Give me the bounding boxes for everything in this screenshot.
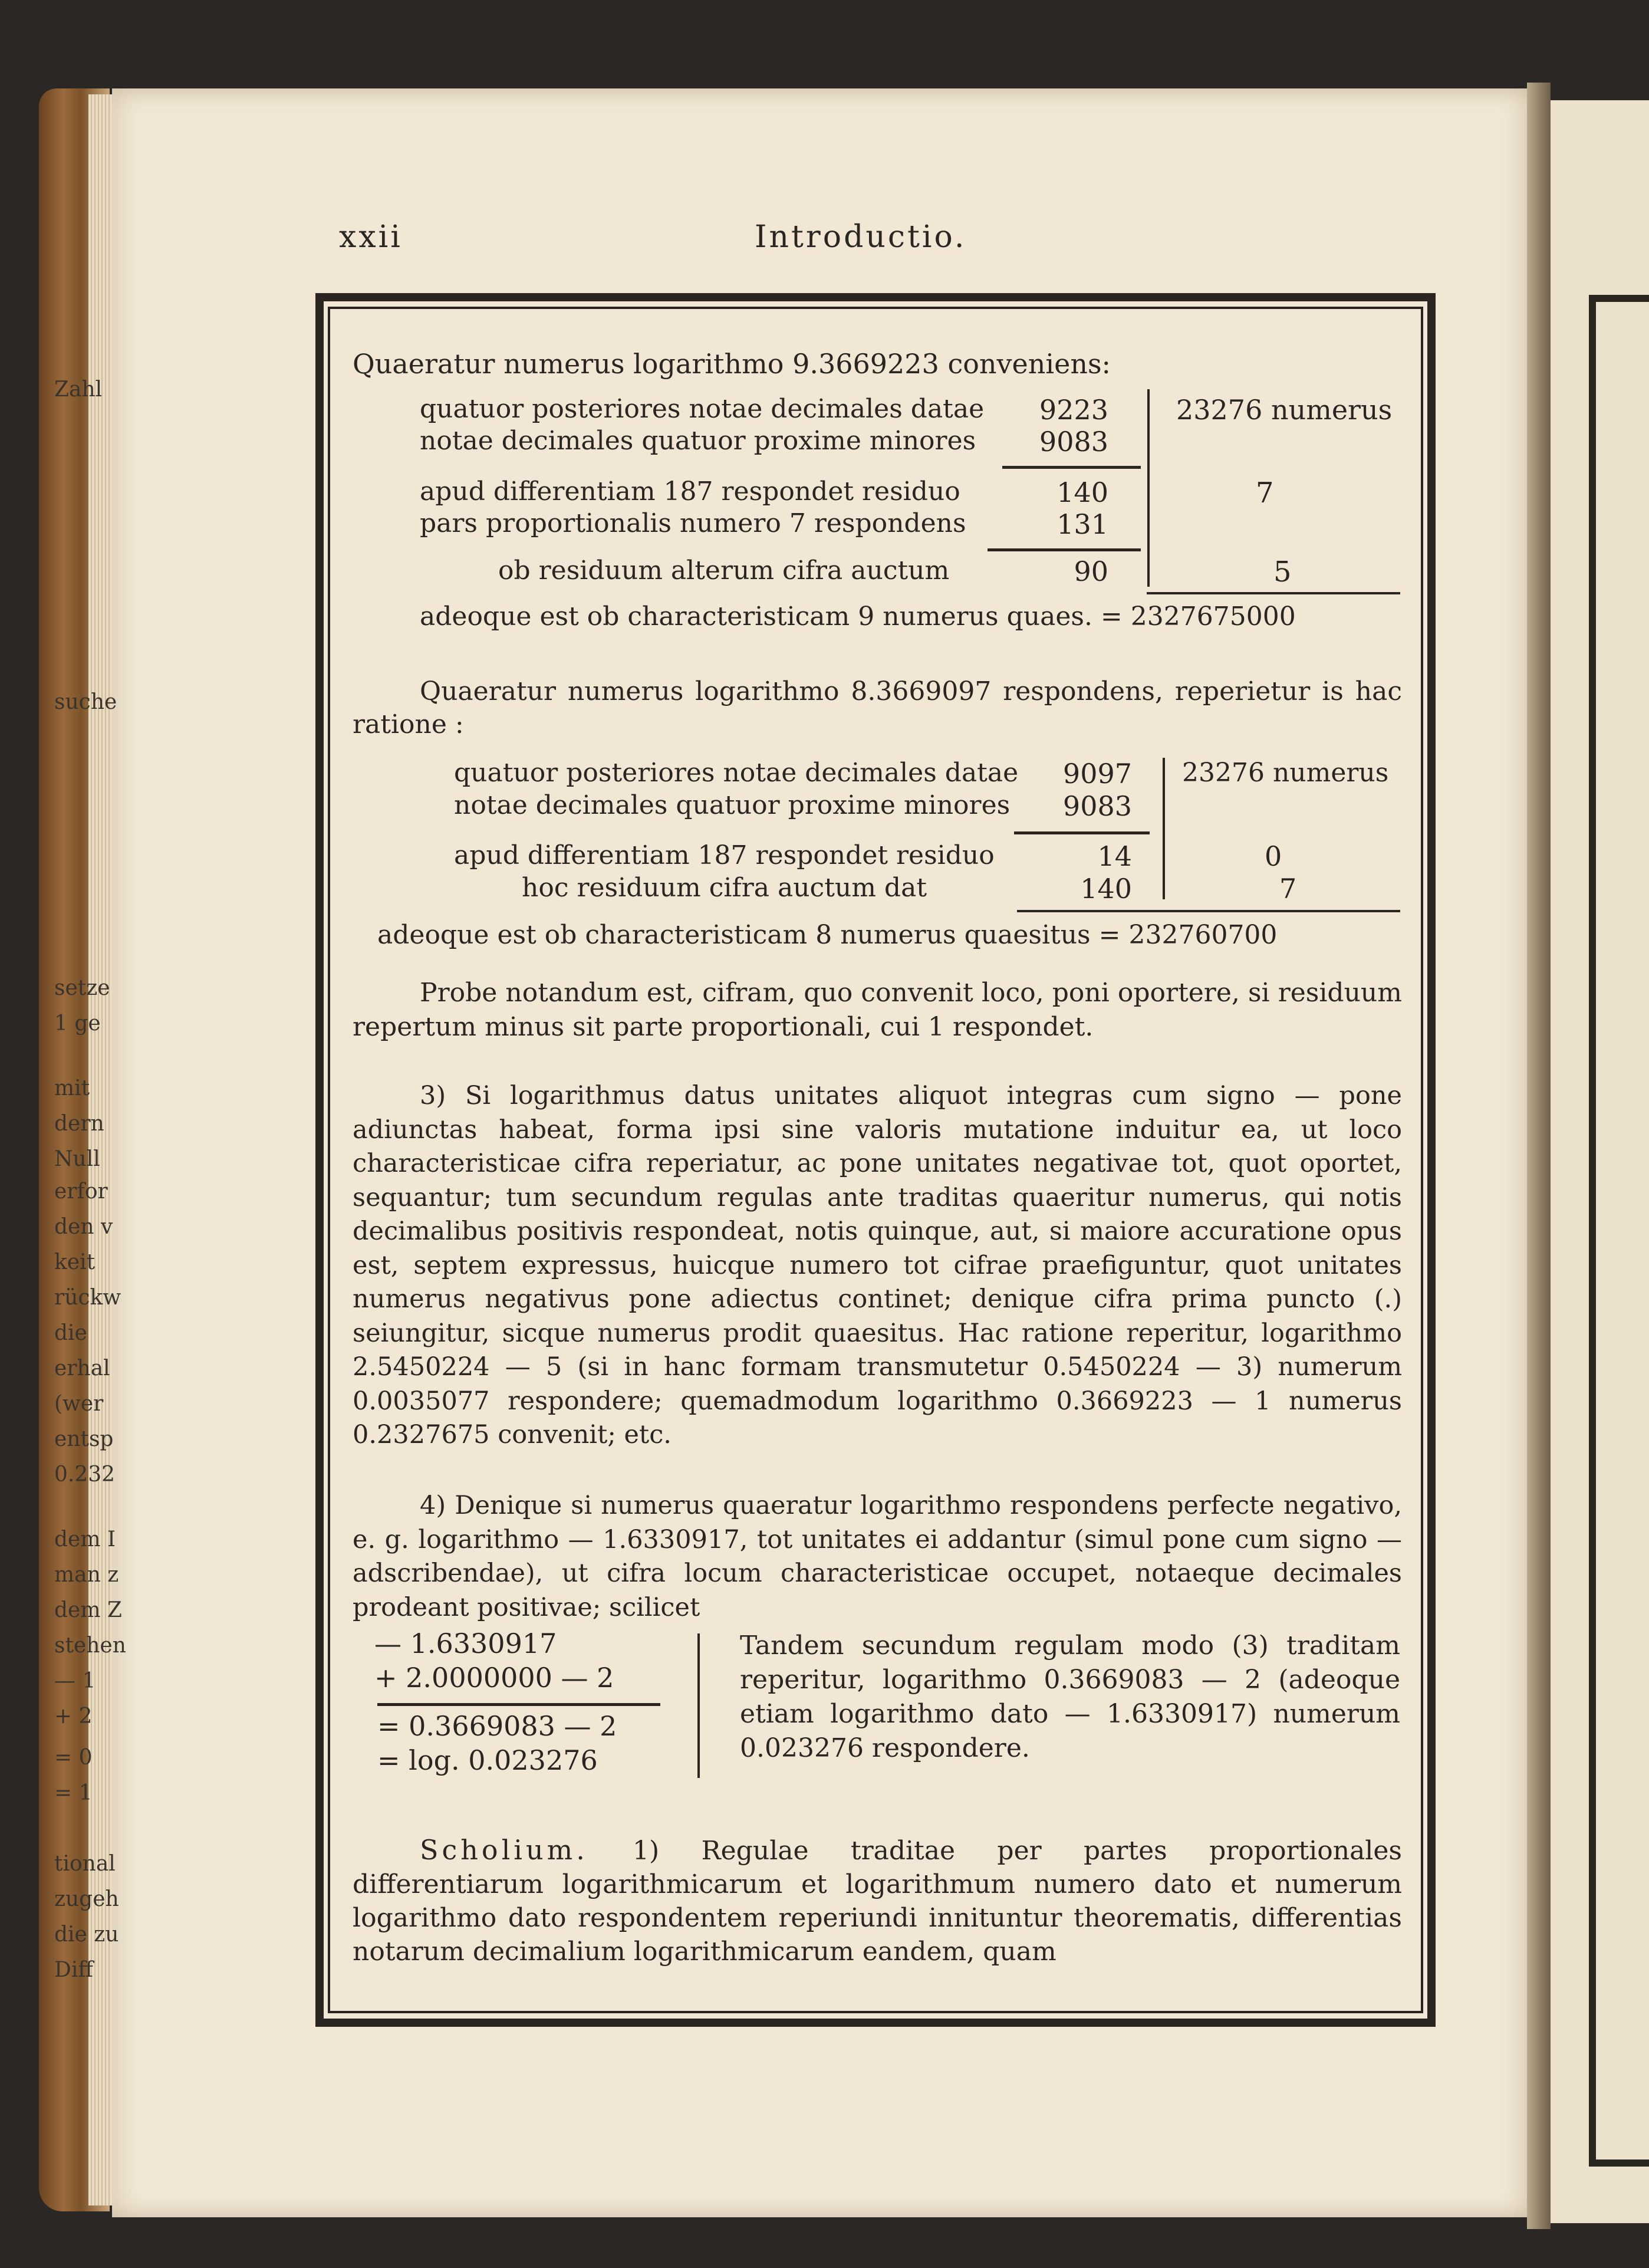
facing-word: die: [54, 1321, 87, 1345]
e2-column-divider: [1163, 758, 1165, 899]
e1-rule-1: [1002, 466, 1141, 469]
calc-line-4: = log. 0.023276: [377, 1744, 598, 1776]
page-number: xxii: [339, 219, 403, 255]
e2-row-3-value: 14: [1097, 840, 1132, 872]
e1-rule-3: [1147, 592, 1400, 594]
facing-word: keit: [54, 1250, 96, 1274]
example-2-intro: Quaeratur numerus logarithmo 8.3669097 respondens, reperietur is hac ratione :: [353, 676, 1402, 739]
facing-word: = 0: [54, 1746, 93, 1770]
facing-word: 1 ge: [54, 1011, 101, 1036]
e2-row-2-value: 9083: [1062, 790, 1132, 822]
facing-word: 0.232: [54, 1462, 116, 1487]
facing-word: (wer: [54, 1392, 104, 1416]
rule-4-paragraph: 4) Denique si numerus quaeratur logarithmo respondens perfecte negativo, e. g. logarithmo — 1.6330917, tot unitates ei addantur (simul pone cum signo — adscribendae), ut cifra locum characteristicae occupet, notaeque decimales prodeant positivae; scilicet: [353, 1491, 1402, 1622]
facing-word: setze: [54, 976, 110, 1000]
rule-3-paragraph: 3) Si logarithmus datus unitates aliquot integras cum signo — pone adiunctas habeat, forma ipsi sine valoris mutatione induitur ea, ut loco characteristicae cifra reperiatur, ac pone unitates negativae tot, quot oportet, sequantur; tum secundum regulas ante traditas quaeritur numerus, qui notis decimalibus positivis respondeat, notis quinque, aut, si maiore accuratione opus est, septem expressus, huicque numero tot cifrae praefiguntur, quot unitates numerus negativus pone adiectus continet; denique cifra prima puncto (.) seiungitur, sicque numerus prodit quaesitus. Hac ratione reperitur, logarithmo 2.5450224 — 5 (si in hanc formam transmutetur 0.5450224 — 3) numerum 0.0035077 respondere; quemadmodum logarithmo 0.3669223 — 1 numerus 0.2327675 convenit; etc.: [353, 1081, 1402, 1449]
facing-word: rückw: [54, 1286, 121, 1310]
calc-line-1: — 1.6330917: [374, 1628, 557, 1659]
e2-rule-2: [1017, 910, 1400, 912]
facing-word: erfor: [54, 1179, 108, 1204]
facing-word: stehen: [54, 1633, 126, 1658]
facing-word: — 1: [54, 1669, 96, 1693]
e1-row-4-label: pars proportionalis numero 7 respondens: [420, 508, 966, 538]
e1-row-3-value: 140: [1056, 476, 1108, 508]
e1-row-4-value: 131: [1056, 508, 1108, 540]
facing-word: dem Z: [54, 1598, 122, 1622]
facing-word: Zahl: [54, 377, 103, 402]
facing-page: [1551, 100, 1649, 2223]
e2-row-4-label: hoc residuum cifra auctum dat: [522, 873, 927, 903]
facing-word: + 2: [54, 1704, 93, 1728]
facing-word: mit: [54, 1076, 90, 1100]
e1-row-5-value: 90: [1074, 556, 1108, 587]
facing-word: dern: [54, 1112, 104, 1136]
facing-word: erhal: [54, 1356, 110, 1380]
calc-line-3: = 0.3669083 — 2: [377, 1710, 617, 1742]
page-title: Introductio.: [755, 219, 967, 255]
e1-row-3-right: 7: [1256, 476, 1274, 510]
e2-row-1-label: quatuor posteriores notae decimales datae: [454, 758, 1019, 788]
scholium-label: Scholium.: [420, 1834, 588, 1866]
example-2-result: adeoque est ob characteristicam 8 numerus quaesitus = 232760700: [377, 920, 1278, 950]
facing-page-frame: [1589, 295, 1649, 2167]
example-1-intro: Quaeratur numerus logarithmo 9.3669223 conveniens:: [353, 348, 1111, 380]
calc-line-2: + 2.0000000 — 2: [374, 1662, 614, 1694]
e1-row-5-right: 5: [1273, 556, 1292, 589]
calc-text: Tandem secundum regulam modo (3) traditam reperitur, logarithmo 0.3669083 — 2 (adeoque etiam logarithmo dato — 1.6330917) numerum 0.023276 respondere.: [740, 1631, 1400, 1763]
e1-row-5-label: ob residuum alterum cifra auctum: [498, 556, 950, 586]
e2-row-4-right: 7: [1279, 873, 1297, 905]
probe-paragraph: Probe notandum est, cifram, quo convenit loco, poni oportere, si residuum repertum minus sit parte proportionali, cui 1 respondet.: [353, 978, 1402, 1042]
calc-divider: [697, 1633, 700, 1778]
facing-word: Null: [54, 1147, 100, 1171]
facing-word: = 1: [54, 1781, 93, 1805]
e2-rule-1: [1014, 831, 1150, 834]
e1-row-1-value: 9223: [1039, 394, 1108, 426]
e1-row-1-right: 23276 numerus: [1176, 394, 1393, 426]
e2-row-2-label: notae decimales quatuor proxime minores: [454, 790, 1011, 820]
e1-rule-2: [988, 548, 1141, 551]
facing-word: dem I: [54, 1527, 116, 1552]
facing-word: zugeh: [54, 1887, 119, 1911]
e2-row-1-right: 23276 numerus: [1182, 758, 1389, 788]
e2-row-3-label: apud differentiam 187 respondet residuo: [454, 840, 995, 870]
e2-row-4-value: 140: [1080, 873, 1132, 905]
facing-word: den v: [54, 1215, 113, 1239]
facing-word: entsp: [54, 1427, 114, 1451]
calc-rule: [377, 1703, 660, 1706]
e1-row-2-value: 9083: [1039, 426, 1108, 458]
e2-row-1-value: 9097: [1062, 758, 1132, 790]
facing-word: tional: [54, 1852, 116, 1876]
example-1-result: adeoque est ob characteristicam 9 numerus quaes. = 2327675000: [420, 601, 1296, 632]
facing-word: die zu: [54, 1922, 119, 1947]
e1-row-1-label: quatuor posteriores notae decimales datae: [420, 394, 985, 424]
scholium-text: 1) Regulae traditae per partes proportionales differentiarum logarithmicarum et logarithmum numero dato et numerum logarithmo dato respondentem reperiundi innituntur theorematis, differentias notarum decimalium logarithmicarum eandem, quam: [353, 1836, 1402, 1967]
e1-column-divider: [1147, 389, 1150, 587]
facing-word: suche: [54, 690, 117, 714]
e1-row-2-label: notae decimales quatuor proxime minores: [420, 426, 976, 456]
facing-word: man z: [54, 1563, 119, 1587]
gutter: [1527, 83, 1551, 2229]
e2-row-3-right: 0: [1265, 840, 1282, 872]
e1-row-3-label: apud differentiam 187 respondet residuo: [420, 476, 960, 507]
facing-word: Diff: [54, 1958, 93, 1982]
